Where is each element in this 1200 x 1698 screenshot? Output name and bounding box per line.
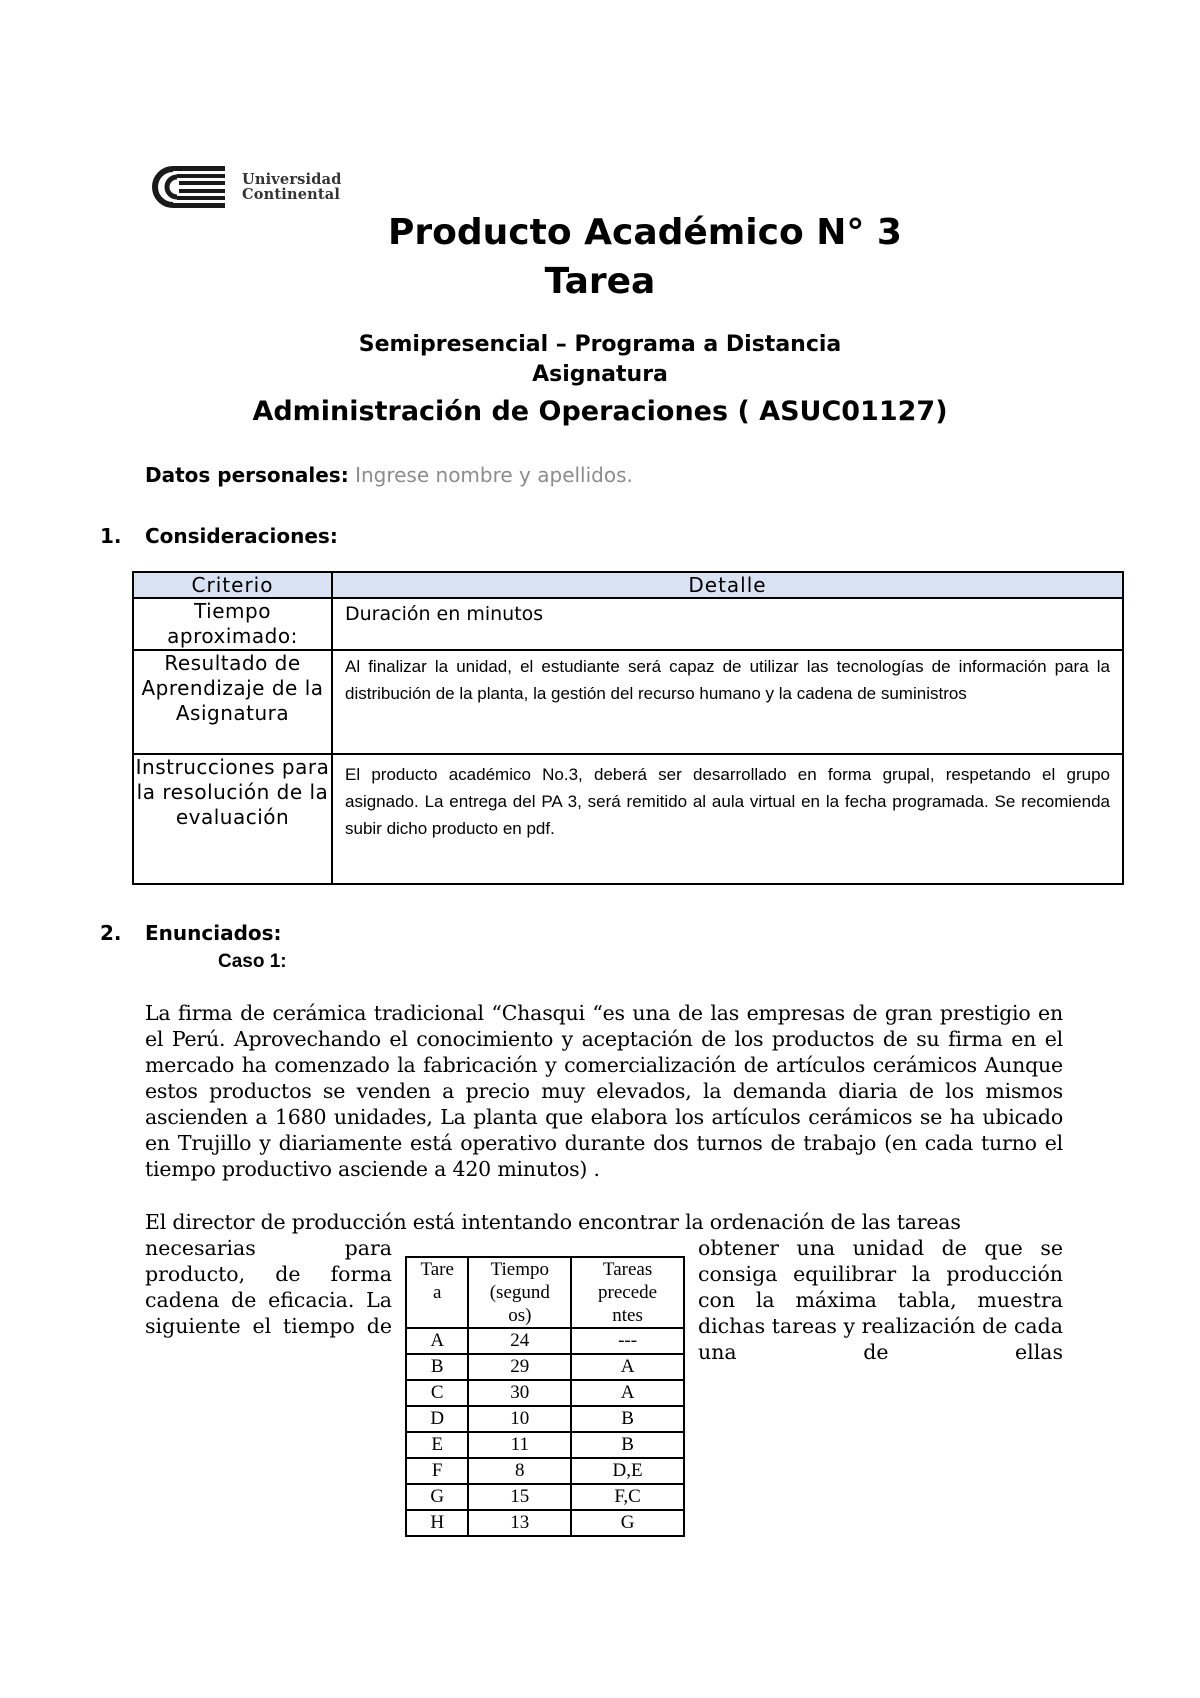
task-cell: C [406, 1380, 468, 1406]
precedent-cell: D,E [571, 1458, 684, 1484]
header-line: precede [598, 1282, 658, 1303]
precedent-cell: G [571, 1510, 684, 1536]
wrap-text-right: obtener una unidad de que se consiga equilibrar la producción con la máxima tabla, muestra dichas tareas y realización de cada una de ellas [698, 1236, 1063, 1364]
table-row [406, 1380, 684, 1406]
time-cell: 15 [468, 1484, 571, 1510]
header-tiempo [468, 1257, 571, 1328]
task-cell: H [406, 1510, 468, 1536]
section-title: Enunciados: [145, 921, 282, 945]
tasks-table [405, 1256, 685, 1537]
precedent-cell: B [571, 1432, 684, 1458]
subject-name: Administración de Operaciones ( ASUC01127) [252, 396, 948, 427]
precedent-cell: A [571, 1354, 684, 1380]
university-logo-icon [143, 165, 228, 209]
header-line: Tare [420, 1259, 454, 1280]
table-row [406, 1458, 684, 1484]
table-row [406, 1354, 684, 1380]
header-line: ntes [612, 1305, 643, 1326]
header-line: Tareas [602, 1259, 653, 1280]
criterio-cell: Instrucciones para la resolución de la evaluación [133, 754, 332, 884]
time-cell: 10 [468, 1406, 571, 1432]
section-number: 2. [100, 921, 122, 945]
precedent-cell: F,C [571, 1484, 684, 1510]
task-cell: G [406, 1484, 468, 1510]
time-cell: 11 [468, 1432, 571, 1458]
modality: Semipresencial – Programa a Distancia [358, 332, 842, 357]
header-line: a [433, 1282, 442, 1303]
header-tarea [406, 1257, 468, 1328]
table-row [406, 1484, 684, 1510]
wrap-text-left: necesarias para producto, de forma cadena de eficacia. La siguiente el tiempo de [145, 1236, 392, 1338]
table-row [406, 1432, 684, 1458]
personal-data-label: Datos personales: [145, 463, 349, 487]
subject-label: Asignatura [532, 362, 668, 387]
time-cell: 30 [468, 1380, 571, 1406]
detalle-cell: El producto académico No.3, deberá ser desarrollado en forma grupal, respetando el grupo asignado. La entrega del PA 3, será remitido al aula virtual en la fecha programada. Se recomienda subir dicho producto en pdf. [332, 754, 1123, 884]
precedent-cell: B [571, 1406, 684, 1432]
table-row [133, 650, 1123, 754]
logo-line-1: Universidad [242, 171, 342, 188]
table-row [406, 1328, 684, 1354]
task-cell: A [406, 1328, 468, 1354]
case-paragraph-lead: El director de producción está intentando encontrar la ordenación de las tareas [145, 1210, 961, 1234]
table-row [406, 1406, 684, 1432]
detalle-cell: Al finalizar la unidad, el estudiante será capaz de utilizar las tecnologías de información para la distribución de la planta, la gestión del recurso humano y la cadena de suministros [332, 650, 1123, 754]
table-header-row [133, 572, 1123, 598]
section-considerations-heading [100, 524, 338, 548]
case-label: Caso 1: [218, 951, 287, 972]
criterio-cell: Resultado de Aprendizaje de la Asignatura [133, 650, 332, 754]
detalle-cell: Duración en minutos [332, 598, 1123, 650]
document-title: Producto Académico N° 3 [388, 212, 902, 253]
header-precedentes [571, 1257, 684, 1328]
task-cell: F [406, 1458, 468, 1484]
task-cell: B [406, 1354, 468, 1380]
time-cell: 13 [468, 1510, 571, 1536]
table-row [133, 598, 1123, 650]
table-row [406, 1510, 684, 1536]
header-line: os) [508, 1305, 532, 1326]
table-row [133, 754, 1123, 884]
header-line: Tiempo [490, 1259, 550, 1280]
time-cell: 8 [468, 1458, 571, 1484]
precedent-cell: --- [571, 1328, 684, 1354]
section-enunciados-heading [100, 921, 282, 945]
task-cell: D [406, 1406, 468, 1432]
university-logo-text [242, 172, 342, 202]
task-table-header-row [406, 1257, 684, 1328]
time-cell: 29 [468, 1354, 571, 1380]
logo-line-2: Continental [242, 186, 341, 203]
section-title: Consideraciones: [145, 524, 338, 548]
considerations-table [132, 571, 1124, 885]
personal-data [145, 463, 633, 487]
personal-data-placeholder[interactable]: Ingrese nombre y apellidos. [355, 463, 633, 487]
case-paragraph: La firma de cerámica tradicional “Chasqui “es una de las empresas de gran prestigio en el Perú. Aprovechando el conocimiento y aceptación de los productos de su firma en el mercado ha comenzado la fabricación y comercialización de artículos cerámicos Aunque estos productos se venden a precio muy elevados, la demanda diaria de los mismos ascienden a 1680 unidades, La planta que elabora los artículos cerámicos se ha ubicado en Trujillo y diariamente está operativo durante dos turnos de trabajo (en cada turno el tiempo productivo asciende a 420 minutos) . [145, 1001, 1063, 1181]
document-subtitle: Tarea [544, 261, 656, 302]
header-criterio: Criterio [133, 572, 332, 598]
header-detalle: Detalle [332, 572, 1123, 598]
criterio-cell: Tiempo aproximado: [133, 598, 332, 650]
precedent-cell: A [571, 1380, 684, 1406]
task-cell: E [406, 1432, 468, 1458]
time-cell: 24 [468, 1328, 571, 1354]
section-number: 1. [100, 524, 122, 548]
header-line: (segund [489, 1282, 550, 1303]
university-logo [143, 158, 399, 216]
